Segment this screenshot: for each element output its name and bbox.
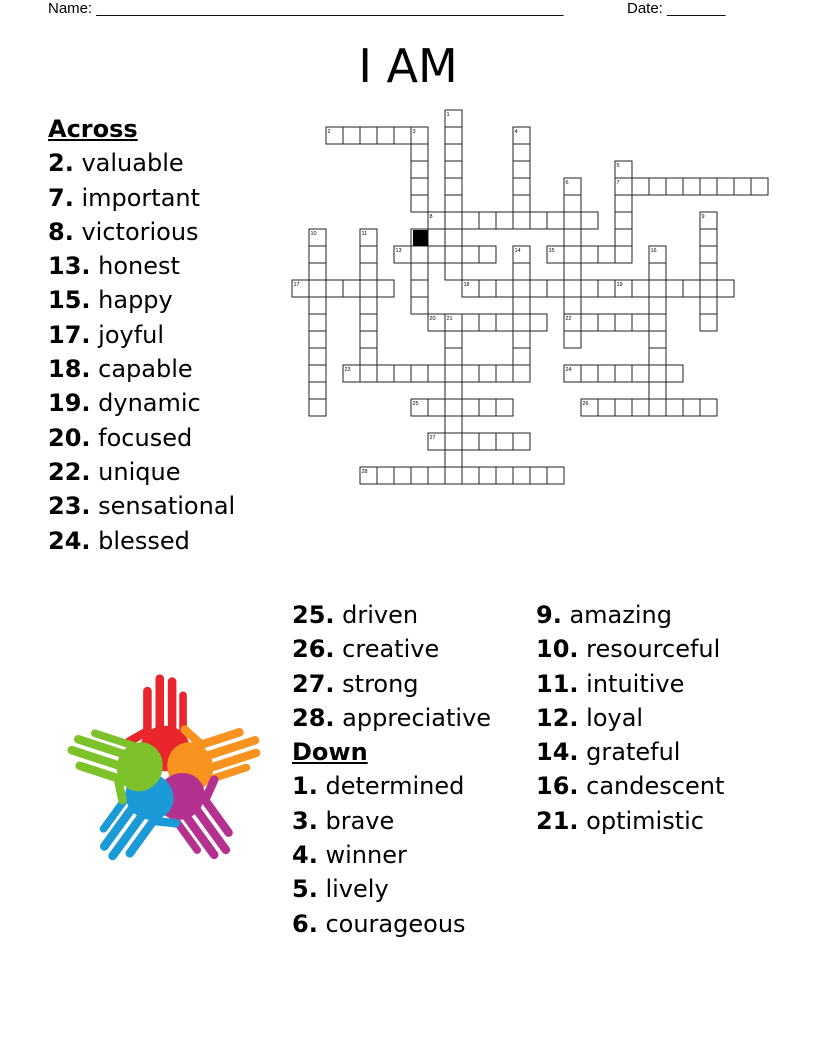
grid-cell[interactable] bbox=[496, 467, 513, 484]
cell-number: 26 bbox=[582, 401, 589, 407]
clue-item bbox=[536, 735, 724, 769]
grid-cell[interactable] bbox=[632, 365, 649, 382]
name-field[interactable]: Name: ________________________________________________________ bbox=[48, 0, 564, 17]
grid-cell[interactable] bbox=[445, 161, 462, 178]
clue-number: 9. bbox=[536, 601, 562, 629]
grid-cell[interactable] bbox=[530, 212, 547, 229]
clue-text: creative bbox=[342, 635, 440, 664]
clue-number: 22. bbox=[48, 457, 91, 486]
grid-cell[interactable] bbox=[411, 161, 428, 178]
grid-cell[interactable] bbox=[615, 212, 632, 229]
cell-number: 22 bbox=[565, 316, 572, 322]
clue-item bbox=[48, 455, 235, 489]
grid-cell[interactable] bbox=[343, 127, 360, 144]
grid-cell[interactable] bbox=[428, 467, 445, 484]
grid-cell[interactable] bbox=[564, 331, 581, 348]
clue-text: driven bbox=[342, 601, 419, 629]
grid-cell[interactable] bbox=[309, 348, 326, 365]
grid-cell[interactable] bbox=[360, 365, 377, 382]
grid-cell[interactable] bbox=[598, 365, 615, 382]
clue-number: 28. bbox=[292, 703, 335, 732]
cell-number: 20 bbox=[429, 316, 436, 322]
clue-number: 18. bbox=[48, 355, 91, 384]
grid-cell[interactable] bbox=[445, 450, 462, 467]
clue-number: 1. bbox=[292, 772, 318, 801]
clue-item bbox=[292, 667, 491, 701]
clue-number: 14. bbox=[536, 738, 579, 767]
grid-cell[interactable] bbox=[649, 178, 666, 195]
clue-number: 4. bbox=[292, 841, 318, 870]
grid-cell[interactable] bbox=[547, 212, 564, 229]
clue-number: 15. bbox=[48, 286, 91, 315]
grid-cell[interactable] bbox=[479, 365, 496, 382]
grid-cell[interactable] bbox=[632, 280, 649, 297]
grid-cell[interactable] bbox=[717, 280, 734, 297]
grid-cell[interactable] bbox=[496, 399, 513, 416]
grid-cell[interactable] bbox=[309, 399, 326, 416]
grid-cell[interactable] bbox=[581, 365, 598, 382]
grid-cell[interactable] bbox=[649, 331, 666, 348]
clue-item bbox=[292, 838, 491, 872]
grid-cell[interactable] bbox=[377, 365, 394, 382]
grid-cell[interactable] bbox=[445, 365, 462, 382]
clue-item bbox=[292, 598, 491, 632]
grid-cell[interactable] bbox=[445, 263, 462, 280]
clue-number: 25. bbox=[292, 601, 335, 629]
clue-text: focused bbox=[98, 423, 193, 452]
cell-number: 25 bbox=[412, 401, 419, 407]
grid-cell[interactable] bbox=[564, 263, 581, 280]
grid-cell[interactable] bbox=[496, 433, 513, 450]
grid-cell[interactable] bbox=[326, 280, 343, 297]
grid-cell[interactable] bbox=[734, 178, 751, 195]
clue-text: amazing bbox=[569, 601, 672, 629]
cell-number: 10 bbox=[310, 231, 317, 237]
grid-cell[interactable] bbox=[479, 467, 496, 484]
grid-cell[interactable] bbox=[343, 280, 360, 297]
clue-text: intuitive bbox=[586, 669, 685, 698]
grid-cell[interactable] bbox=[428, 246, 445, 263]
grid-cell[interactable] bbox=[513, 348, 530, 365]
grid-cell[interactable] bbox=[428, 365, 445, 382]
clue-text: victorious bbox=[81, 217, 199, 246]
grid-cell[interactable] bbox=[513, 297, 530, 314]
clue-text: dynamic bbox=[98, 389, 201, 418]
grid-cell[interactable] bbox=[411, 144, 428, 161]
grid-cell[interactable] bbox=[513, 280, 530, 297]
cell-number: 6 bbox=[565, 180, 569, 186]
grid-cell[interactable] bbox=[598, 246, 615, 263]
grid-cell[interactable] bbox=[462, 314, 479, 331]
grid-cell[interactable] bbox=[445, 127, 462, 144]
clue-item bbox=[536, 701, 724, 735]
clue-item bbox=[48, 318, 235, 352]
grid-cell[interactable] bbox=[479, 399, 496, 416]
clue-number: 17. bbox=[48, 320, 91, 349]
cell-number: 8 bbox=[429, 214, 433, 220]
grid-cell[interactable] bbox=[615, 246, 632, 263]
clue-number: 10. bbox=[536, 635, 579, 664]
grid-cell[interactable] bbox=[394, 467, 411, 484]
grid-cell[interactable] bbox=[513, 467, 530, 484]
grid-cell[interactable] bbox=[615, 314, 632, 331]
grid-cell[interactable] bbox=[700, 297, 717, 314]
grid-cell[interactable] bbox=[615, 399, 632, 416]
grid-cell[interactable] bbox=[462, 365, 479, 382]
clue-item bbox=[292, 632, 491, 666]
grid-cell[interactable] bbox=[513, 161, 530, 178]
cell-number: 1 bbox=[446, 112, 450, 118]
cell-number: 12 bbox=[412, 231, 419, 237]
grid-cell[interactable] bbox=[462, 212, 479, 229]
grid-cell[interactable] bbox=[445, 433, 462, 450]
clue-item bbox=[48, 146, 235, 180]
grid-cell[interactable] bbox=[513, 331, 530, 348]
clue-text: lively bbox=[325, 875, 389, 904]
clue-number: 16. bbox=[536, 772, 579, 801]
across-clues bbox=[48, 112, 235, 558]
grid-cell[interactable] bbox=[360, 331, 377, 348]
cell-number: 4 bbox=[514, 129, 518, 135]
grid-cell[interactable] bbox=[564, 246, 581, 263]
cell-number: 14 bbox=[514, 248, 521, 254]
cell-number: 15 bbox=[548, 248, 555, 254]
clue-text: capable bbox=[98, 355, 193, 384]
grid-cell[interactable] bbox=[462, 246, 479, 263]
clue-column-3 bbox=[536, 598, 724, 838]
clue-number: 19. bbox=[48, 389, 91, 418]
grid-cell[interactable] bbox=[649, 297, 666, 314]
grid-cell[interactable] bbox=[479, 212, 496, 229]
grid-cell[interactable] bbox=[564, 297, 581, 314]
cell-number: 24 bbox=[565, 367, 572, 373]
grid-cell[interactable] bbox=[309, 331, 326, 348]
grid-cell[interactable] bbox=[547, 280, 564, 297]
clue-item bbox=[48, 181, 235, 215]
clue-number: 23. bbox=[48, 492, 91, 521]
cell-number: 2 bbox=[327, 129, 331, 135]
cell-number: 28 bbox=[361, 469, 368, 475]
clue-item bbox=[292, 872, 491, 906]
grid-cell[interactable] bbox=[360, 348, 377, 365]
grid-cell[interactable] bbox=[598, 314, 615, 331]
clue-text: happy bbox=[98, 286, 173, 315]
grid-cell[interactable] bbox=[649, 382, 666, 399]
clue-number: 20. bbox=[48, 423, 91, 452]
date-field[interactable]: Date: _______ bbox=[627, 0, 726, 17]
grid-cell[interactable] bbox=[360, 297, 377, 314]
grid-cell[interactable] bbox=[581, 246, 598, 263]
grid-cell[interactable] bbox=[445, 246, 462, 263]
grid-cell[interactable] bbox=[496, 280, 513, 297]
grid-cell[interactable] bbox=[632, 178, 649, 195]
grid-cell[interactable] bbox=[394, 127, 411, 144]
across-heading: Across bbox=[48, 115, 138, 143]
grid-cell[interactable] bbox=[615, 195, 632, 212]
clue-text: loyal bbox=[586, 703, 644, 732]
grid-cell[interactable] bbox=[462, 433, 479, 450]
grid-cell[interactable] bbox=[394, 365, 411, 382]
grid-cell[interactable] bbox=[649, 365, 666, 382]
clue-item bbox=[48, 249, 235, 283]
grid-cell[interactable] bbox=[683, 280, 700, 297]
grid-cell[interactable] bbox=[598, 399, 615, 416]
cell-number: 3 bbox=[412, 129, 416, 135]
grid-cell[interactable] bbox=[411, 263, 428, 280]
grid-cell[interactable] bbox=[717, 178, 734, 195]
grid-cell[interactable] bbox=[411, 246, 428, 263]
cell-number: 16 bbox=[650, 248, 657, 254]
grid-cell[interactable] bbox=[700, 399, 717, 416]
grid-cell[interactable] bbox=[513, 263, 530, 280]
clue-text: resourceful bbox=[586, 635, 721, 664]
grid-cell[interactable] bbox=[411, 195, 428, 212]
clue-text: appreciative bbox=[342, 703, 492, 732]
grid-cell[interactable] bbox=[411, 280, 428, 297]
clue-text: sensational bbox=[98, 492, 236, 521]
clue-text: blessed bbox=[98, 526, 190, 555]
grid-cell[interactable] bbox=[309, 314, 326, 331]
cell-number: 19 bbox=[616, 282, 623, 288]
clue-item bbox=[48, 386, 235, 420]
grid-cell[interactable] bbox=[496, 314, 513, 331]
grid-cell[interactable] bbox=[564, 195, 581, 212]
grid-cell[interactable] bbox=[615, 229, 632, 246]
clue-item bbox=[536, 632, 724, 666]
grid-cell[interactable] bbox=[360, 263, 377, 280]
grid-cell[interactable] bbox=[360, 127, 377, 144]
grid-cell[interactable] bbox=[479, 246, 496, 263]
grid-cell[interactable] bbox=[445, 348, 462, 365]
grid-cell[interactable] bbox=[581, 314, 598, 331]
clue-item bbox=[292, 804, 491, 838]
grid-cell[interactable] bbox=[445, 178, 462, 195]
grid-cell[interactable] bbox=[700, 229, 717, 246]
grid-cell[interactable] bbox=[445, 144, 462, 161]
grid-cell[interactable] bbox=[513, 365, 530, 382]
cell-number: 18 bbox=[463, 282, 470, 288]
grid-cell[interactable] bbox=[632, 314, 649, 331]
grid-cell[interactable] bbox=[462, 399, 479, 416]
grid-cell[interactable] bbox=[445, 229, 462, 246]
grid-cell[interactable] bbox=[411, 365, 428, 382]
grid-cell[interactable] bbox=[632, 399, 649, 416]
grid-cell[interactable] bbox=[462, 467, 479, 484]
grid-cell[interactable] bbox=[360, 280, 377, 297]
clue-text: winner bbox=[325, 841, 407, 870]
grid-cell[interactable] bbox=[615, 365, 632, 382]
grid-cell[interactable] bbox=[377, 467, 394, 484]
grid-cell[interactable] bbox=[649, 280, 666, 297]
grid-cell[interactable] bbox=[530, 314, 547, 331]
clue-text: brave bbox=[325, 806, 395, 835]
grid-cell[interactable] bbox=[598, 280, 615, 297]
grid-cell[interactable] bbox=[666, 365, 683, 382]
grid-cell[interactable] bbox=[445, 399, 462, 416]
grid-cell[interactable] bbox=[445, 212, 462, 229]
grid-cell[interactable] bbox=[700, 246, 717, 263]
clue-number: 6. bbox=[292, 909, 318, 938]
clue-text: honest bbox=[98, 252, 180, 281]
grid-cell[interactable] bbox=[309, 280, 326, 297]
grid-cell[interactable] bbox=[683, 399, 700, 416]
clue-item bbox=[292, 907, 491, 941]
clue-item bbox=[292, 769, 491, 803]
grid-cell[interactable] bbox=[411, 297, 428, 314]
cell-number: 5 bbox=[616, 163, 620, 169]
grid-cell[interactable] bbox=[547, 467, 564, 484]
grid-cell[interactable] bbox=[309, 263, 326, 280]
clue-text: optimistic bbox=[586, 806, 704, 835]
page-title: I AM bbox=[358, 39, 458, 93]
grid-cell[interactable] bbox=[479, 314, 496, 331]
clue-item bbox=[48, 215, 235, 249]
cell-number: 23 bbox=[344, 367, 351, 373]
cell-number: 13 bbox=[395, 248, 402, 254]
down-heading: Down bbox=[292, 738, 368, 767]
grid-cell[interactable] bbox=[530, 280, 547, 297]
grid-cell[interactable] bbox=[649, 348, 666, 365]
clue-item bbox=[48, 421, 235, 455]
grid-cell[interactable] bbox=[513, 433, 530, 450]
grid-cell[interactable] bbox=[666, 178, 683, 195]
grid-cell[interactable] bbox=[564, 229, 581, 246]
grid-cell[interactable] bbox=[649, 263, 666, 280]
grid-cell[interactable] bbox=[666, 280, 683, 297]
clue-text: determined bbox=[325, 772, 465, 801]
clue-number: 24. bbox=[48, 526, 91, 555]
grid-cell[interactable] bbox=[445, 382, 462, 399]
cell-number: 9 bbox=[701, 214, 705, 220]
grid-cell[interactable] bbox=[700, 178, 717, 195]
grid-cell[interactable] bbox=[513, 195, 530, 212]
grid-cell[interactable] bbox=[309, 297, 326, 314]
grid-cell[interactable] bbox=[411, 467, 428, 484]
grid-cell[interactable] bbox=[700, 263, 717, 280]
grid-cell[interactable] bbox=[377, 127, 394, 144]
clue-item bbox=[536, 804, 724, 838]
grid-cell[interactable] bbox=[513, 314, 530, 331]
clue-column-2 bbox=[292, 598, 491, 941]
clue-text: grateful bbox=[586, 738, 681, 767]
clue-item bbox=[48, 283, 235, 317]
clue-item bbox=[48, 524, 235, 558]
grid-cell[interactable] bbox=[309, 365, 326, 382]
clue-item bbox=[536, 667, 724, 701]
grid-cell[interactable] bbox=[683, 178, 700, 195]
grid-cell[interactable] bbox=[496, 212, 513, 229]
clue-number: 8. bbox=[48, 217, 74, 246]
grid-cell[interactable] bbox=[530, 467, 547, 484]
cell-number: 11 bbox=[361, 231, 368, 237]
clue-text: courageous bbox=[325, 909, 466, 938]
clue-number: 11. bbox=[536, 669, 579, 698]
grid-cell[interactable] bbox=[649, 399, 666, 416]
grid-cell[interactable] bbox=[445, 467, 462, 484]
clue-number: 13. bbox=[48, 252, 91, 281]
grid-cell[interactable] bbox=[581, 212, 598, 229]
grid-cell[interactable] bbox=[445, 331, 462, 348]
clue-text: joyful bbox=[98, 320, 165, 349]
grid-cell[interactable] bbox=[649, 314, 666, 331]
grid-cell[interactable] bbox=[445, 416, 462, 433]
grid-cell[interactable] bbox=[411, 178, 428, 195]
grid-cell[interactable] bbox=[445, 195, 462, 212]
clue-number: 2. bbox=[48, 149, 74, 178]
grid-cell[interactable] bbox=[751, 178, 768, 195]
clue-item bbox=[536, 598, 724, 632]
grid-cell[interactable] bbox=[513, 178, 530, 195]
clue-item bbox=[48, 489, 235, 523]
grid-cell[interactable] bbox=[428, 399, 445, 416]
grid-cell[interactable] bbox=[496, 365, 513, 382]
clue-number: 3. bbox=[292, 806, 318, 835]
grid-cell[interactable] bbox=[564, 280, 581, 297]
clue-number: 5. bbox=[292, 875, 318, 904]
cell-number: 17 bbox=[293, 282, 300, 288]
grid-cell[interactable] bbox=[581, 280, 598, 297]
clue-item bbox=[536, 769, 724, 803]
clue-text: valuable bbox=[81, 149, 184, 178]
clue-number: 7. bbox=[48, 183, 74, 212]
grid-cell[interactable] bbox=[360, 314, 377, 331]
grid-cell[interactable] bbox=[513, 144, 530, 161]
grid-cell[interactable] bbox=[309, 382, 326, 399]
grid-cell[interactable] bbox=[479, 280, 496, 297]
clue-item bbox=[48, 352, 235, 386]
clue-text: important bbox=[81, 183, 201, 212]
clue-number: 27. bbox=[292, 669, 335, 698]
clue-number: 21. bbox=[536, 806, 579, 835]
grid-cell[interactable] bbox=[479, 433, 496, 450]
grid-cell[interactable] bbox=[700, 280, 717, 297]
colorful-handprints-icon bbox=[40, 650, 290, 900]
clue-item bbox=[292, 701, 491, 735]
grid-cell[interactable] bbox=[513, 212, 530, 229]
clue-text: unique bbox=[98, 457, 181, 486]
clue-number: 12. bbox=[536, 703, 579, 732]
cell-number: 21 bbox=[446, 316, 453, 322]
grid-cell[interactable] bbox=[666, 399, 683, 416]
clue-number: 26. bbox=[292, 635, 335, 664]
cell-number: 7 bbox=[616, 180, 620, 186]
grid-cell[interactable] bbox=[700, 314, 717, 331]
grid-cell[interactable] bbox=[377, 280, 394, 297]
clue-text: strong bbox=[342, 669, 419, 698]
grid-cell[interactable] bbox=[309, 246, 326, 263]
cell-number: 27 bbox=[429, 435, 436, 441]
grid-cell[interactable] bbox=[564, 212, 581, 229]
grid-cell[interactable] bbox=[360, 246, 377, 263]
clue-text: candescent bbox=[586, 772, 725, 801]
